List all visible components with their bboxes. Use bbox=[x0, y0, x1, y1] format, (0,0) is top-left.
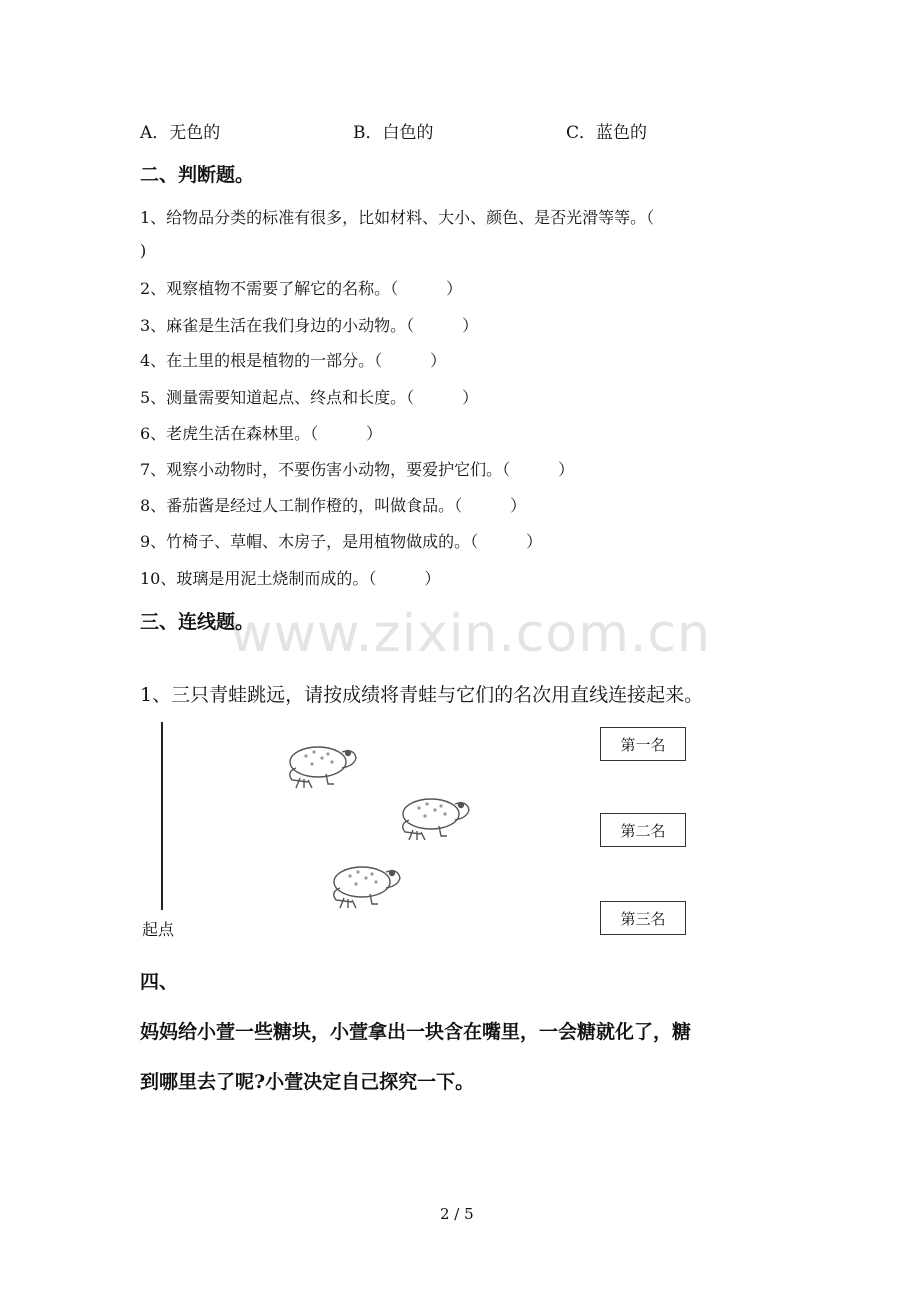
judge-item: 2、观察植物不需要了解它的名称。（ ） bbox=[140, 279, 463, 298]
judge-item: 1、给物品分类的标准有很多，比如材料、大小、颜色、是否光滑等等。（ bbox=[140, 208, 655, 227]
judge-item: 10、玻璃是用泥土烧制而成的。（ ） bbox=[140, 569, 441, 588]
judge-item: 9、竹椅子、草帽、木房子，是用植物做成的。（ ） bbox=[140, 532, 543, 551]
rank-third-box: 第三名 bbox=[600, 901, 686, 935]
frog-1-icon bbox=[282, 738, 362, 790]
section3-title: 三、连线题。 bbox=[140, 611, 255, 633]
rank-second-box: 第二名 bbox=[600, 813, 686, 847]
option-c: C．蓝色的 bbox=[566, 123, 648, 143]
frog-3-icon bbox=[326, 858, 406, 910]
rank-first-box: 第一名 bbox=[600, 727, 686, 761]
option-a: A．无色的 bbox=[140, 123, 221, 143]
judge-item-continued: ) bbox=[140, 241, 147, 260]
section2-title: 二、判断题。 bbox=[140, 164, 255, 186]
section4-title: 四、 bbox=[140, 971, 179, 993]
option-b: B．白色的 bbox=[353, 123, 434, 143]
start-line bbox=[161, 722, 163, 910]
judge-item: 7、观察小动物时，不要伤害小动物，要爱护它们。（ ） bbox=[140, 460, 575, 479]
judge-item: 5、测量需要知道起点、终点和长度。（ ） bbox=[140, 388, 479, 407]
problem-text-line2: 到哪里去了呢?小萱决定自己探究一下。 bbox=[140, 1071, 475, 1093]
watermark: www.zixin.com.cn bbox=[230, 604, 711, 664]
judge-item: 3、麻雀是生活在我们身边的小动物。（ ） bbox=[140, 316, 479, 335]
matching-question: 1、三只青蛙跳远，请按成绩将青蛙与它们的名次用直线连接起来。 bbox=[140, 684, 704, 706]
frog-2-icon bbox=[395, 790, 475, 842]
page-number: 2 / 5 bbox=[440, 1205, 474, 1223]
start-label: 起点 bbox=[142, 920, 175, 939]
judge-item: 8、番茄酱是经过人工制作橙的，叫做食品。（ ） bbox=[140, 496, 527, 515]
problem-text-line1: 妈妈给小萱一些糖块，小萱拿出一块含在嘴里，一会糖就化了，糖 bbox=[140, 1021, 692, 1043]
judge-item: 6、老虎生活在森林里。（ ） bbox=[140, 424, 383, 443]
judge-item: 4、在土里的根是植物的一部分。（ ） bbox=[140, 351, 447, 370]
